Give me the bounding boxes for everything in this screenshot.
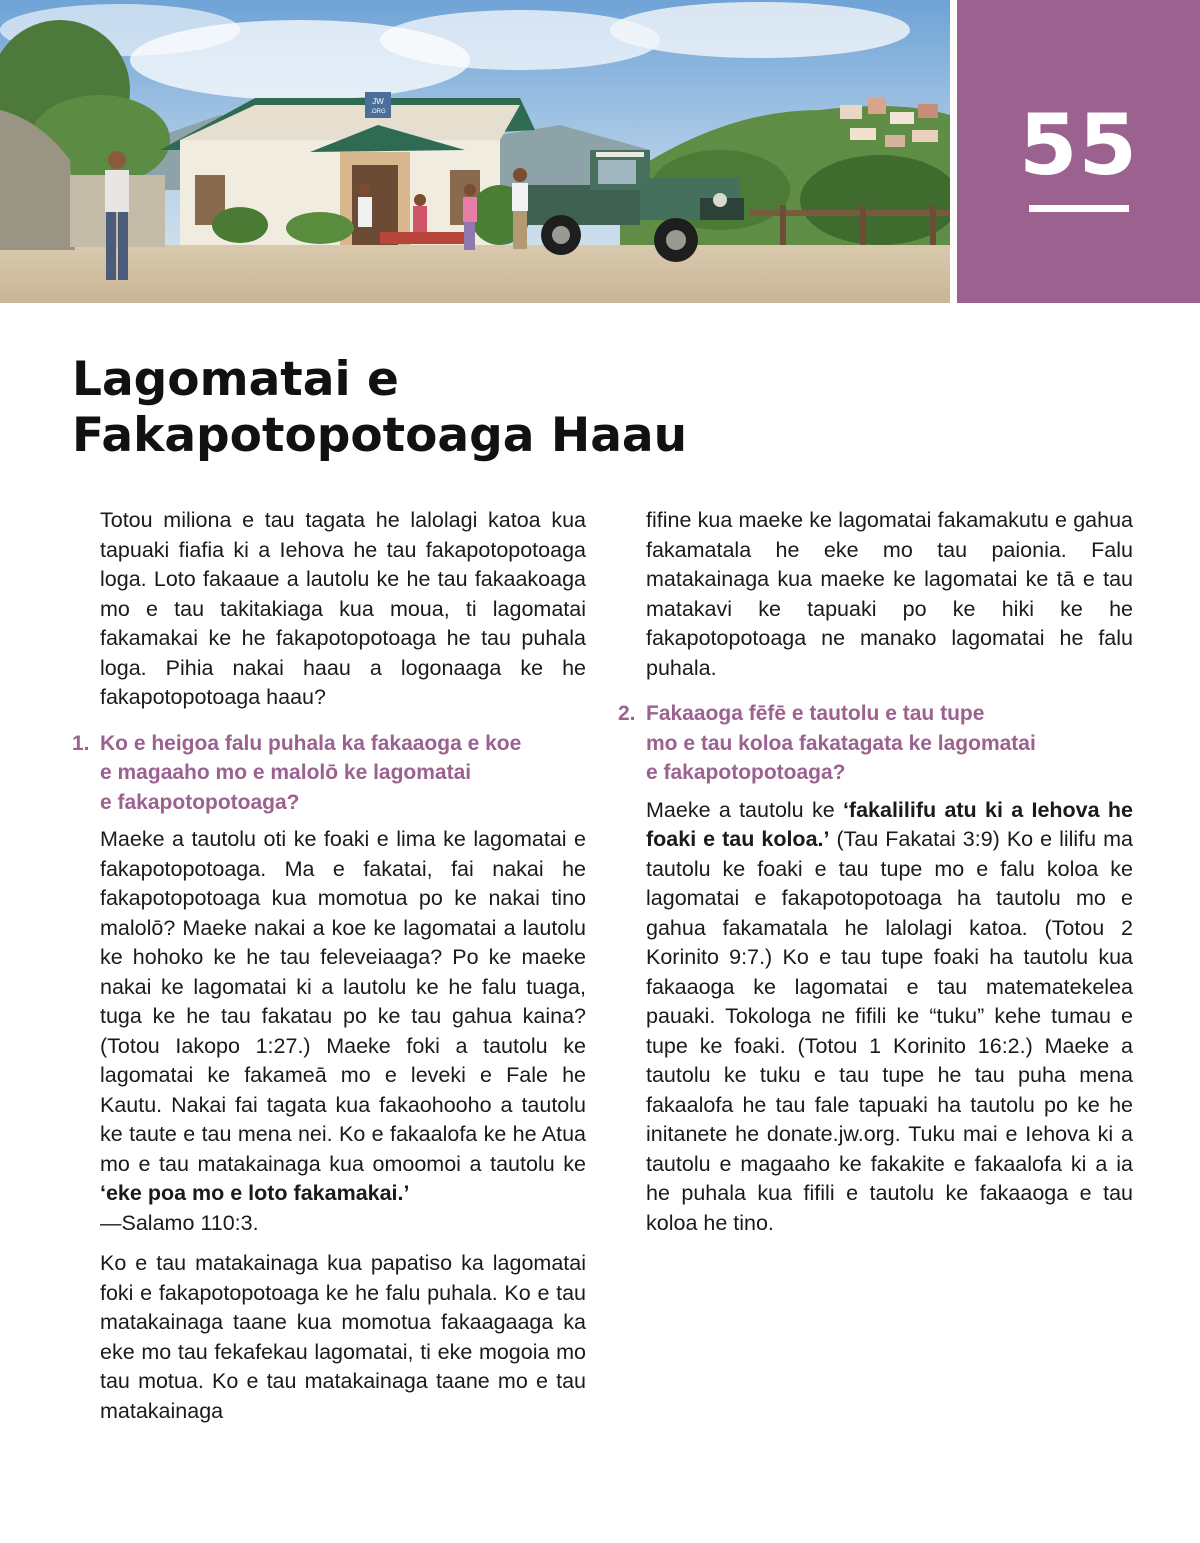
q2-paragraph-1-text: (Tau Fakatai 3:9) Ko e lilifu ma tautolu ke foaki e tau tupe mo e falu koloa ke lagomatai e fakapotopotoaga ha tautolu mo e gahua fakamatala he lalolagi katoa. (Totou 2 Korinito 9:7.) Ko e tau tupe foaki ha tautolu kua fakaaoga ke lagomatai e tau matematekelea pauaki. Tokologa ne fifili ke “tuku” kehe tumau e tupe ke foaki. (Totou 1 Korinito 16:2.) Maeke a tautolu ke tuku e tau tupe he tau puha mena fakaalofa he tau fale tapuaki ha tautolu po ke he initanete he donate.jw.org. Tuku mai e Iehova ki a tautolu e magaaho ke fakakite e fakaalofa ki a ia he puhala kua fifili e tautolu ke fakaaoga e tau koloa he tino. (646, 827, 1133, 1235)
q1-paragraph-2: Ko e tau matakainaga kua papatiso ka lagomatai foki e fakapotopotoaga ke he falu puhala. Ko e tau matakainaga taane kua momotua fakaagaaga ka eke mo tau fekafekau lagomatai, ti eke mogoia mo tau motua. Ko e tau matakainaga taane mo e tau matakainaga (100, 1251, 586, 1423)
q1-paragraph-1-bold: ‘eke poa mo e loto fakamakai.’ (100, 1181, 410, 1205)
question-1-number: 1. (72, 731, 90, 755)
title-line-2: Fakapotopotoaga Haau (72, 408, 688, 463)
sign-logo-top: JW (372, 97, 384, 106)
q1-paragraph-2-continued: fifine kua maeke ke lagomatai fakamakutu e gahua fakamatala he eke mo tau paionia. Falu matakainaga kua maeke ke lagomatai ke tā e tau matakavi ke tapuaki po ke hiki ke he fakapotopotoaga ne manako lagomatai he falu puhala. (646, 508, 1133, 680)
question-1-line-3: e fakapotopotoaga? (100, 790, 300, 814)
question-2-line-2: mo e tau koloa fakatagata ke lagomatai (646, 731, 1036, 755)
question-1-line-2: e magaaho mo e malolō ke lagomatai (100, 761, 472, 784)
kingdom-hall-scene (0, 0, 950, 303)
question-2-number: 2. (618, 702, 636, 725)
title-line-1: Lagomatai e (72, 352, 399, 407)
hero-image (0, 0, 950, 303)
question-1-heading (72, 729, 586, 818)
q1-paragraph-1-citation: —Salamo 110:3. (100, 1210, 259, 1235)
question-2-heading (618, 699, 1133, 788)
question-2-line-3: e fakapotopotoaga? (646, 761, 846, 784)
left-column (72, 506, 586, 1437)
question-1-line-1: Ko e heigoa falu puhala ka fakaaoga e koe (100, 731, 522, 755)
q2-paragraph-1-bold: ‘fakalilifu atu ki a Iehova he foaki e tau koloa.’ (646, 797, 1133, 851)
lesson-number-underline (1029, 205, 1129, 212)
lesson-number: 55 (1019, 96, 1138, 194)
q1-paragraph-1-text: Maeke a tautolu oti ke foaki e lima ke lagomatai e fakapotopotoaga. Ma e fakatai, fai nakai he fakapotopotoaga kua momotua po ke nakai tino malolō? Maeke nakai a koe ke lagomatai a lautolu ke hohoko ke he tau feleveiaaga? Po ke maeke nakai ke lagomatai ki a lautolu ke he falu tuaga, tuga ke he tau fakatau po ke tau gahua kaina? (Totou Iakopo 1:27.) Maeke foki a tautolu ke lagomatai ke fakameā mo e leveki e Fale he Kautu. Nakai fai tagata kua fakaohooho a tautolu ke taute e tau mena nei. Ko e fakaalofa ke he Atua mo e tau matakainaga kua omoomoi a tautolu ke (100, 827, 586, 1176)
page-title (72, 352, 687, 464)
q2-paragraph-1 (646, 796, 1133, 1239)
intro-paragraph: Totou miliona e tau tagata he lalolagi katoa kua tapuaki fiafia ki a Iehova he tau fakapotopotoaga loga. Loto fakaaue a lautolu ke he tau fakaakoaga mo e tau takitakiaga kua moua, ti lagomatai fakamakai ke he fakapotopotoaga he tau puhala loga. Pihia nakai haau a logonaaga ke he fakapotopotoaga haau? (100, 508, 586, 709)
q2-paragraph-1-lead: Maeke a tautolu ke (646, 797, 843, 822)
sign-logo-bottom: .ORG (370, 109, 386, 115)
q1-paragraph-1 (100, 825, 586, 1238)
right-column (618, 506, 1133, 1249)
question-2-line-1: Fakaaoga fēfē e tautolu e tau tupe (646, 702, 985, 725)
lesson-number-badge (957, 0, 1200, 303)
